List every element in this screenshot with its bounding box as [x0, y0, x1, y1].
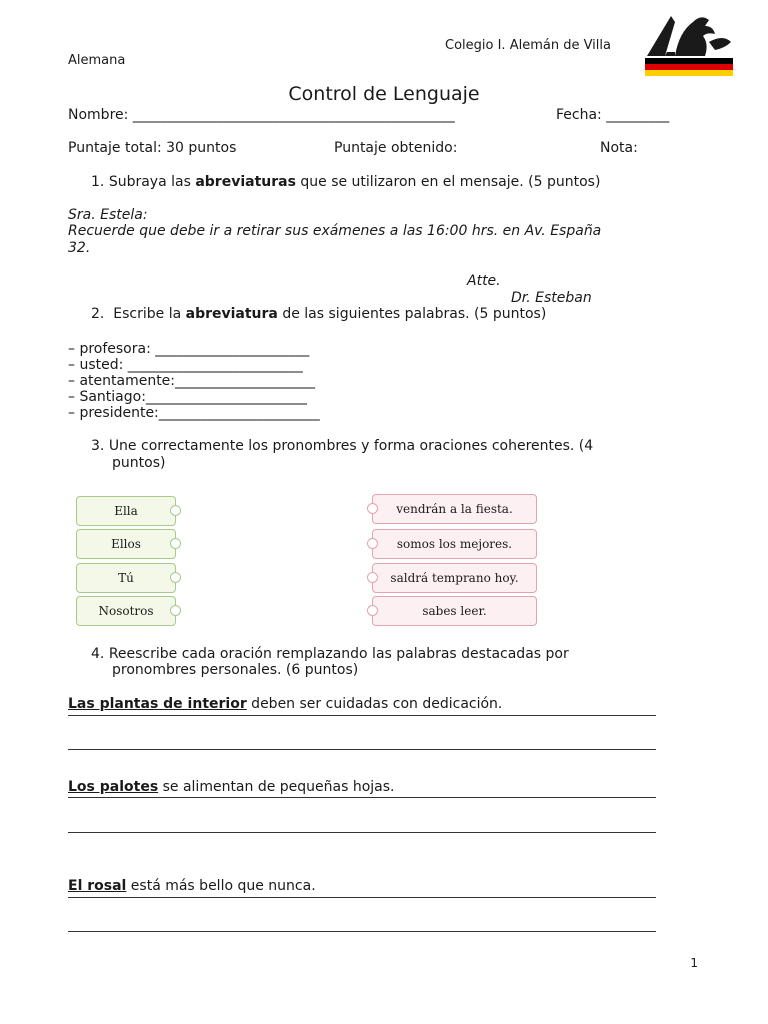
question-text-continued: pronombres personales. (6 puntos) [112, 662, 359, 678]
sentence-rest: se alimentan de pequeñas hojas. [158, 779, 395, 795]
question-number: 1. [91, 174, 105, 190]
date-field-label: Fecha: _________ [556, 107, 670, 123]
list-item: – presidente:_______________________ [68, 405, 320, 421]
message-body-line1: Recuerde que debe ir a retirar sus exámenes a las 16:00 hrs. en Av. España [68, 223, 602, 239]
highlighted-subject: El rosal [68, 878, 127, 894]
total-score: Puntaje total: 30 puntos [68, 140, 237, 156]
question-number: 3. [91, 438, 105, 454]
tag-hole-icon [367, 572, 378, 583]
message-body-line2: 32. [68, 240, 91, 256]
tag-hole-icon [170, 538, 181, 549]
list-item: – atentamente:____________________ [68, 373, 316, 389]
tag-hole-icon [170, 572, 181, 583]
highlighted-subject: Las plantas de interior [68, 696, 247, 712]
question-keyword: abreviatura [185, 306, 278, 322]
school-logo-icon [645, 12, 735, 78]
abbreviation-list [68, 341, 320, 421]
question-text: de las siguientes palabras. (5 puntos) [277, 306, 547, 322]
tag-hole-icon [367, 605, 378, 616]
tag-hole-icon [170, 605, 181, 616]
card-label: somos los mejores. [396, 537, 513, 551]
list-item: – usted: _________________________ [68, 357, 303, 373]
predicate-card[interactable] [372, 494, 537, 524]
question-text: que se utilizaron en el mensaje. (5 puntos) [295, 174, 601, 190]
answer-line[interactable] [68, 832, 656, 833]
card-label: saldrá temprano hoy. [390, 571, 519, 585]
school-name-line2: Alemana [68, 53, 126, 68]
answer-line[interactable] [68, 931, 656, 932]
card-label: Nosotros [98, 604, 154, 618]
question-2 [91, 306, 546, 322]
sentence-2 [68, 779, 395, 795]
question-number: 4. [91, 646, 105, 662]
question-text: Une correctamente los pronombres y forma oraciones coherentes. (4 [108, 438, 594, 454]
message-greeting: Sra. Estela: [68, 207, 148, 223]
sentence-rest: está más bello que nunca. [126, 878, 316, 894]
question-text-continued: puntos) [112, 455, 166, 471]
question-number: 2. [91, 306, 105, 322]
obtained-score: Puntaje obtenido: [334, 140, 458, 156]
answer-line[interactable] [68, 715, 656, 716]
question-4 [91, 646, 569, 662]
card-label: vendrán a la fiesta. [396, 502, 513, 516]
answer-line[interactable] [68, 797, 656, 798]
list-item: – Santiago:_______________________ [68, 389, 307, 405]
pronoun-card[interactable] [76, 596, 176, 626]
card-label: Tú [118, 571, 134, 585]
highlighted-subject: Los palotes [68, 779, 159, 795]
question-text: Escribe la [113, 306, 186, 322]
question-text: Reescribe cada oración remplazando las palabras destacadas por [108, 646, 569, 662]
question-3 [91, 438, 593, 454]
predicate-card[interactable] [372, 596, 537, 626]
pronoun-card[interactable] [76, 529, 176, 559]
tag-hole-icon [367, 503, 378, 514]
sentence-1 [68, 696, 502, 712]
page-number: 1 [690, 956, 698, 970]
pronoun-card[interactable] [76, 496, 176, 526]
answer-line[interactable] [68, 749, 656, 750]
list-item: – profesora: ______________________ [68, 341, 310, 357]
message-signature: Dr. Esteban [511, 290, 592, 306]
sentence-rest: deben ser cuidadas con dedicación. [246, 696, 503, 712]
pronoun-card[interactable] [76, 563, 176, 593]
tag-hole-icon [367, 538, 378, 549]
question-text: Subraya las [108, 174, 196, 190]
message-closing: Atte. [467, 273, 501, 289]
question-keyword: abreviaturas [195, 174, 296, 190]
predicate-card[interactable] [372, 563, 537, 593]
page-title: Control de Lenguaje [288, 83, 480, 105]
card-label: sabes leer. [422, 604, 487, 618]
school-name-line1: Colegio I. Alemán de Villa [445, 38, 611, 53]
tag-hole-icon [170, 505, 181, 516]
answer-line[interactable] [68, 897, 656, 898]
sentence-3 [68, 878, 316, 894]
predicate-card[interactable] [372, 529, 537, 559]
card-label: Ellos [111, 537, 141, 551]
name-field-label: Nombre: ______________________________________________ [68, 107, 455, 123]
card-label: Ella [114, 504, 138, 518]
grade-label: Nota: [600, 140, 638, 156]
question-1 [91, 174, 600, 190]
